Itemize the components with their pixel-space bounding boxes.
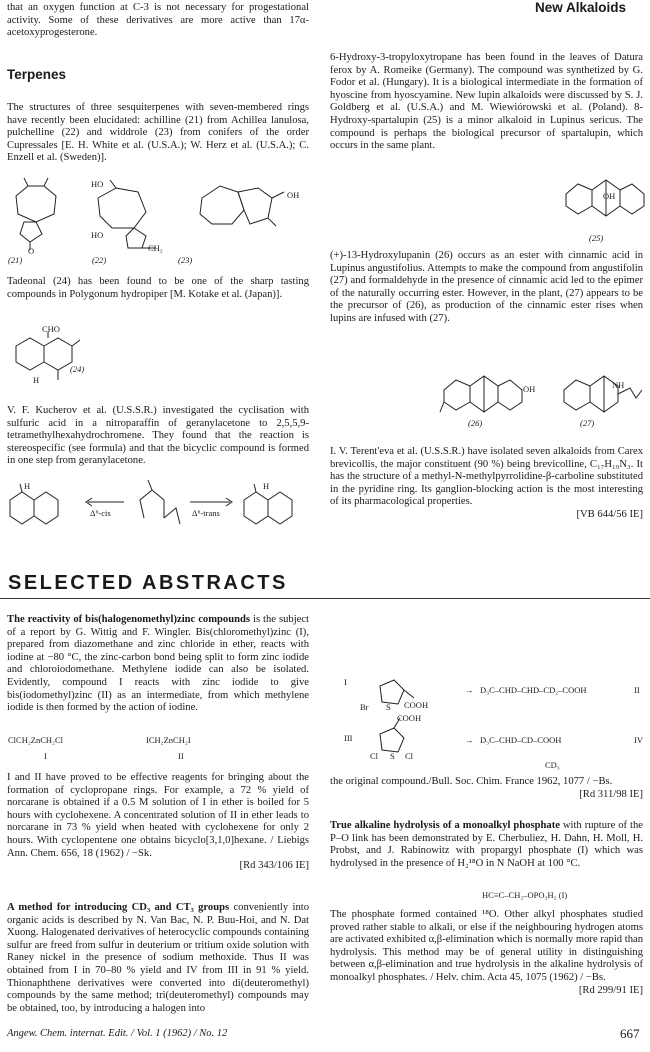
compound-label-27: (27) [580, 418, 595, 428]
label-cho: CHO [42, 324, 60, 334]
label-cl-2: Cl [405, 751, 414, 761]
label-o-21: O [28, 246, 35, 256]
abstract-1-formula-2: ICH₂ZnCH₂I [146, 735, 191, 745]
abstract-3-title: True alkaline hydrolysis of a monoalkyl phosphate [330, 820, 560, 831]
label-oh-26: OH [523, 384, 536, 394]
terpenes-heading: Terpenes [7, 67, 67, 82]
terpenes-paragraph-3: V. F. Kucherov et al. (U.S.S.R.) investigated the cyclisation with sulfuric acid in a nitroparaffin of geranylacetone to 2,5,5,9-tetramethylhexahydrochromene. They found that the reaction is stereospecific (see formula) and that the bicyclic compound is formed in one step from geranylacetone. [7, 405, 309, 467]
top-left-text: that an oxygen function at C-3 is not necessary for progestational activity. Some of these derivatives are more active than 17α-acetoxyprogesterone. [7, 2, 309, 39]
abstract-1-label-2: II [178, 751, 184, 761]
abstract-1-label-1: I [44, 751, 47, 761]
abstract-1-ref: [Rd 343/106 IE] [239, 860, 309, 872]
abstract-3: True alkaline hydrolysis of a monoalkyl phosphate with rupture of the P–O link has been demonstrated by E. Cherbuliez, H. Dahn, H. Moll, H. Probst, and J. Rabinowitz with propargyl phosphate (I) which was hydrolysed in the presence of H₂¹⁸O in N NaOH at 100 °C. [330, 820, 643, 869]
label-arrow-2: → [465, 735, 474, 745]
abstracts-heading: SELECTED ABSTRACTS [8, 572, 288, 594]
compound-label-24: (24) [70, 364, 85, 374]
label-iii: III [344, 733, 353, 743]
abstract-2-continued: the original compound./Bull. Soc. Chim. France 1962, 1077 / −Bs. [Rd 311/98 IE] [330, 776, 643, 800]
label-h-24: H [33, 375, 40, 385]
abstract-1-continued: I and II have proved to be effective reagents for bringing about the formation of cyclopropane rings. For example, a 72 % yield of norcarane is obtained if a 0.5 M solution of I in ether is boiled for 5 hours with cyclohexene. A concentrated solution of II in ether leads to norcarane in 73 % yield when heated with cyclohexene for only 2 hours. With cyclopentene one obtains bicyclo[3,1,0]hexane. / Liebigs Ann. Chem. 656, 18 (1962) / −Sk. [Rd 343/106 IE] [7, 772, 309, 872]
alkaloids-paragraph-1: 6-Hydroxy-3-tropyloxytropane has been found in the leaves of Datura ferox by A. Romeike (Germany). The compound was synthetized by G. Fodor et al. (Hungary). It is a biological intermediate in the formation of hyoscine from hyoscyamine. New lupin alkaloids were discussed by S. J. Goldberg et al. (U.S.A.) and M. Wiewiórowski et al. (Poland). 8-Hydroxy-spartalupin (25) is a minor alkaloid in Lupinus sericus. The compound is perhaps the biological precursor of spartalupin, which occurs in the same plant. [330, 52, 643, 152]
structure-25 [560, 172, 650, 236]
label-iv: IV [634, 735, 643, 745]
abstract-1: The reactivity of bis(halogenomethyl)zinc compounds is the subject of a report by G. Wittig and F. Wingler. Bis(chloromethyl)zinc (I), prepared from diazomethane and zinc chloride in ether, reacts with iodine at −80 °C, the zinc-carbon bond being split to form zinc iodide and chloroiodomethane. Methylene iodide can also be isolated. Evidently, compound I reacts with zinc iodide to give bis(iodomethyl)zinc (II) as an intermediate, from which methylene iodide is then formed by the action of iodine. [7, 614, 309, 714]
label-ho-top: HO [91, 179, 104, 189]
compound-label-21: (21) [8, 255, 23, 265]
abstract-3-formula: HC≡C–CH₂–OPO₃H₂ (I) [482, 890, 568, 900]
label-s-1: S [386, 702, 391, 712]
label-delta-trans: Δ⁶-trans [192, 508, 220, 518]
label-ch2: CH₂ [148, 243, 163, 253]
alkaloids-ref: [VB 644/56 IE] [576, 508, 643, 520]
abstract-1-formula-1: ClCH₂ZnCH₂Cl [8, 735, 64, 745]
label-prod-4: D₃C–CHD–CD–COOH [480, 735, 562, 745]
alkaloids-paragraph-3: I. V. Terent'eva et al. (U.S.S.R.) have isolated seven alkaloids from Carex brevicollis, the major constituent (90 %) being brevicolline, C₁₇H₁₉N₃. It has the structure of a methyl-N-methylpyrrolidine-β-carboline substituted in the pyridine ring. Its ganglion-blocking action is the most interesting of its pharmacological properties. [VB 644/56 IE] [330, 446, 643, 520]
label-delta-cis: Δ⁶-cis [90, 508, 111, 518]
label-cd3: CD₃ [545, 760, 560, 770]
label-cooh-1: COOH [404, 700, 429, 710]
compound-label-22: (22) [92, 255, 107, 265]
compound-label-23: (23) [178, 255, 193, 265]
abstract-2-title: A method for introducing CD₃ and CT₃ groups [7, 902, 230, 913]
abstracts-rule [0, 598, 650, 599]
label-h-cis: H [24, 481, 31, 491]
abstract-3-continued: The phosphate formed contained ¹⁸O. Other alkyl phosphates studied proved rather stable to alkali, or else if the neighbouring hydrogen atoms are activated exhibited α,β-elimination which is normally more rapid than hydrolysis. This method may be of general utility in distinguishing between α,β-elimination and true hydrolysis in the alkaline hydrolysis of monoalkyl phosphates. / Helv. chim. Acta 45, 1075 (1962) / −Bs. [Rd 299/91 IE] [330, 909, 643, 996]
abstract-3-ref: [Rd 299/91 IE] [578, 984, 643, 996]
running-head: New Alkaloids [535, 0, 627, 15]
label-ho-bottom: HO [91, 230, 104, 240]
label-arrow-1: → [465, 685, 474, 695]
label-oh-25: OH [603, 191, 616, 201]
label-h-trans: H [263, 481, 270, 491]
terpenes-paragraph-1: The structures of three sesquiterpenes with seven-membered rings have recently been elucidated: achilline (21) from Achillea lanulosa, pulchelline (22) and widdrole (23) from conifers of the order Cupressales [E. H. White et al. (U.S.A.); W. Herz et al. (U.S.A.); C. Enzell et al. (Sweden)]. [7, 102, 309, 164]
label-i: I [344, 677, 347, 687]
alkaloids-paragraph-2: (+)-13-Hydroxylupanin (26) occurs as an ester with cinnamic acid in Lupinus angustifolius. Attempts to make the compound from angustifolin (27) and formaldehyde in the presence of cinnamic acid led to the epimer of the naturally occurring ester. However, in the plant, (27) appears to be the precursor of (26), as production of the cinnamic ester rises when lupins are infused with (27). [330, 250, 643, 324]
compound-label-26: (26) [468, 418, 483, 428]
abstract-2-ref: [Rd 311/98 IE] [579, 788, 643, 800]
label-cl-1: Cl [370, 751, 379, 761]
label-oh-23: OH [287, 190, 300, 200]
compound-label-25: (25) [589, 233, 604, 243]
label-br: Br [360, 702, 369, 712]
footer-citation: Angew. Chem. internat. Edit. / Vol. 1 (1962) / No. 12 [7, 1028, 228, 1039]
terpenes-paragraph-2: Tadeonal (24) has been found to be one of the sharp tasting compounds in Polygonum hydropiper [M. Kotake et al. (Japan)]. [7, 276, 309, 300]
label-cooh-2: COOH [397, 713, 422, 723]
label-prod-2: D₃C–CHD–CHD–CD₂–COOH [480, 685, 587, 695]
structure-24 [8, 330, 98, 396]
label-nh-27: NH [612, 380, 625, 390]
label-ii: II [634, 685, 640, 695]
abstract-2: A method for introducing CD₃ and CT₃ groups conveniently into organic acids is described by N. Van Bac, N. P. Buu-Hoi, and N. Dat Xuong. Halogenated derivatives of heterocyclic compounds containing sulfur are freed from sulfur in deuterium or tritium oxide solution with Raney nickel in the presence of sodium methoxide. Thus II was obtained from I in 70–80 % yield and IV from III in 91 % yield. Thionaphthene derivatives were converted into di(deuteromethyl) compounds by the same method; tri(deuteromethyl) compounds may be obtained, too, by introducing a halogen into [7, 902, 309, 1014]
label-s-2: S [390, 751, 395, 761]
abstract-1-title: The reactivity of bis(halogenomethyl)zinc compounds [7, 614, 251, 625]
structure-21-22-23 [6, 178, 306, 268]
cyclisation-scheme [4, 478, 304, 540]
page-number: 667 [620, 1026, 640, 1041]
